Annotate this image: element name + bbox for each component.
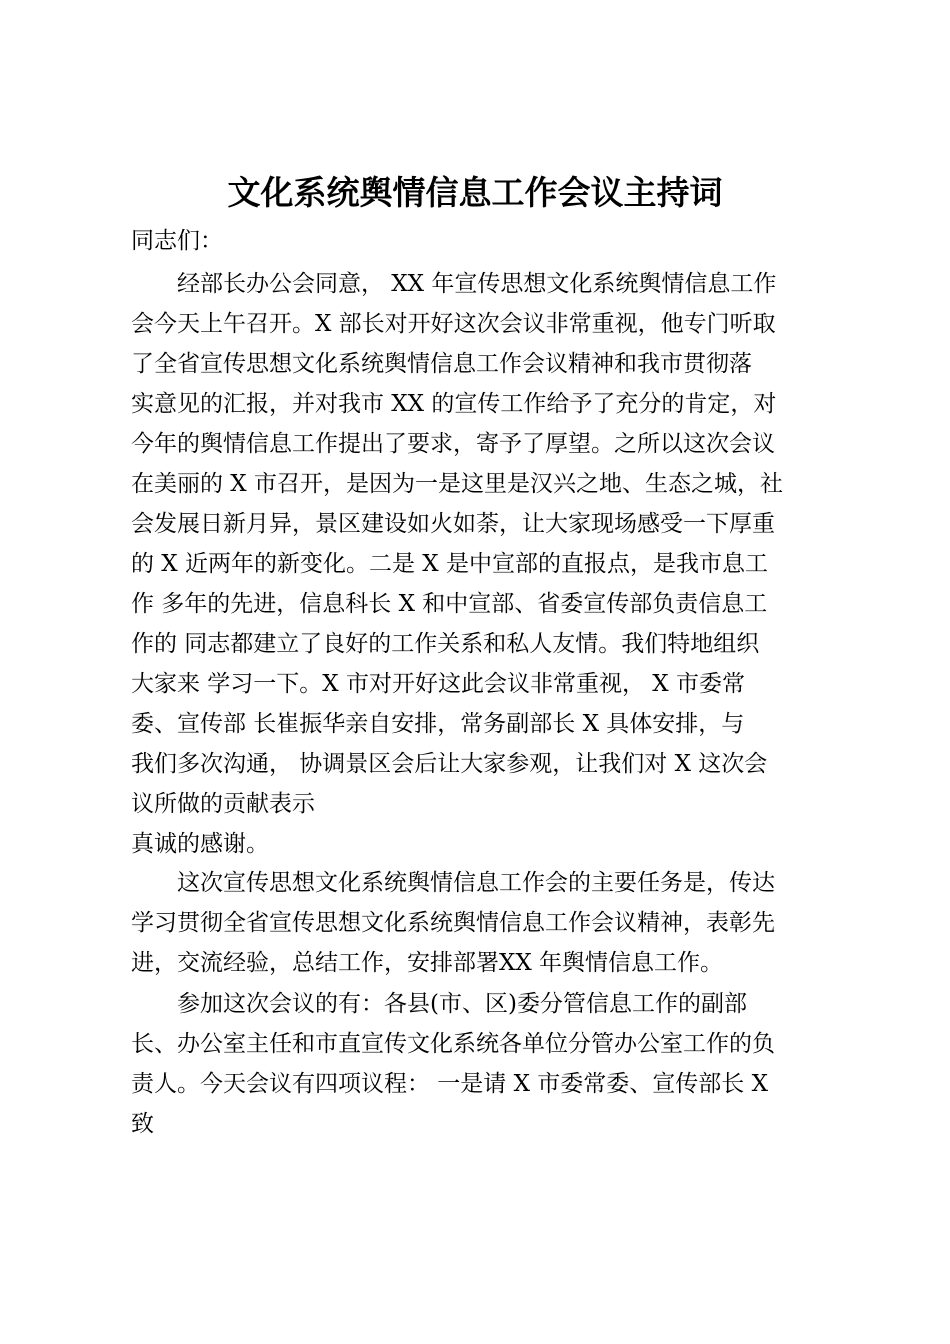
text-line: 这次宣传思想文化系统舆情信息工作会的主要任务是，传达	[131, 870, 775, 896]
paragraph-1	[131, 264, 841, 864]
text-line: 参加这次会议的有：各县(市、区)委分管信息工作的副部	[131, 991, 747, 1017]
text-line: 作 多年的先进，信息科长 X 和中宣部、省委宣传部负责信息工	[131, 591, 768, 617]
text-line: 大家来 学习一下。X 市对开好这此会议非常重视， X 市委常	[131, 671, 745, 697]
salutation: 同志们：	[131, 228, 223, 254]
text-line: 会今天上午召开。X 部长对开好这次会议非常重视，他专门听取	[131, 311, 776, 337]
text-line: 学习贯彻全省宣传思想文化系统舆情信息工作会议精神，表彰先	[131, 910, 775, 936]
text-line: 致	[131, 1111, 154, 1137]
text-line: 责人。今天会议有四项议程： 一是请 X 市委常委、宣传部长 X	[131, 1071, 768, 1097]
text-line: 进，交流经验，总结工作，安排部署XX 年舆情信息工作。	[131, 950, 724, 976]
document-title: 文化系统舆情信息工作会议主持词	[227, 173, 723, 212]
text-line: 经部长办公会同意， XX 年宣传思想文化系统舆情信息工作	[131, 271, 777, 297]
text-line: 议所做的贡献表示	[131, 791, 315, 817]
text-line: 在美丽的 X 市召开，是因为一是这里是汉兴之地、生态之城，社	[131, 471, 783, 497]
paragraph-2	[131, 863, 841, 983]
text-line: 真诚的感谢。	[131, 831, 269, 857]
text-line: 今年的舆情信息工作提出了要求，寄予了厚望。之所以这次会议	[131, 431, 775, 457]
text-line: 实意见的汇报，并对我市 XX 的宣传工作给予了充分的肯定，对	[131, 391, 777, 417]
text-line: 会发展日新月异，景区建设如火如荼，让大家现场感受一下厚重	[131, 511, 775, 537]
text-line: 的 X 近两年的新变化。二是 X 是中宣部的直报点，是我市息工	[131, 551, 768, 577]
text-line: 了全省宣传思想文化系统舆情信息工作会议精神和我市贯彻落	[131, 351, 752, 377]
text-line: 我们多次沟通， 协调景区会后让大家参观，让我们对 X 这次会	[131, 751, 768, 777]
text-line: 委、宣传部 长崔振华亲自安排，常务副部长 X 具体安排，与	[131, 711, 745, 737]
paragraph-3	[131, 984, 841, 1144]
text-line: 作的 同志都建立了良好的工作关系和私人友情。我们特地组织	[131, 631, 760, 657]
text-line: 长、办公室主任和市直宣传文化系统各单位分管办公室工作的负	[131, 1031, 775, 1057]
